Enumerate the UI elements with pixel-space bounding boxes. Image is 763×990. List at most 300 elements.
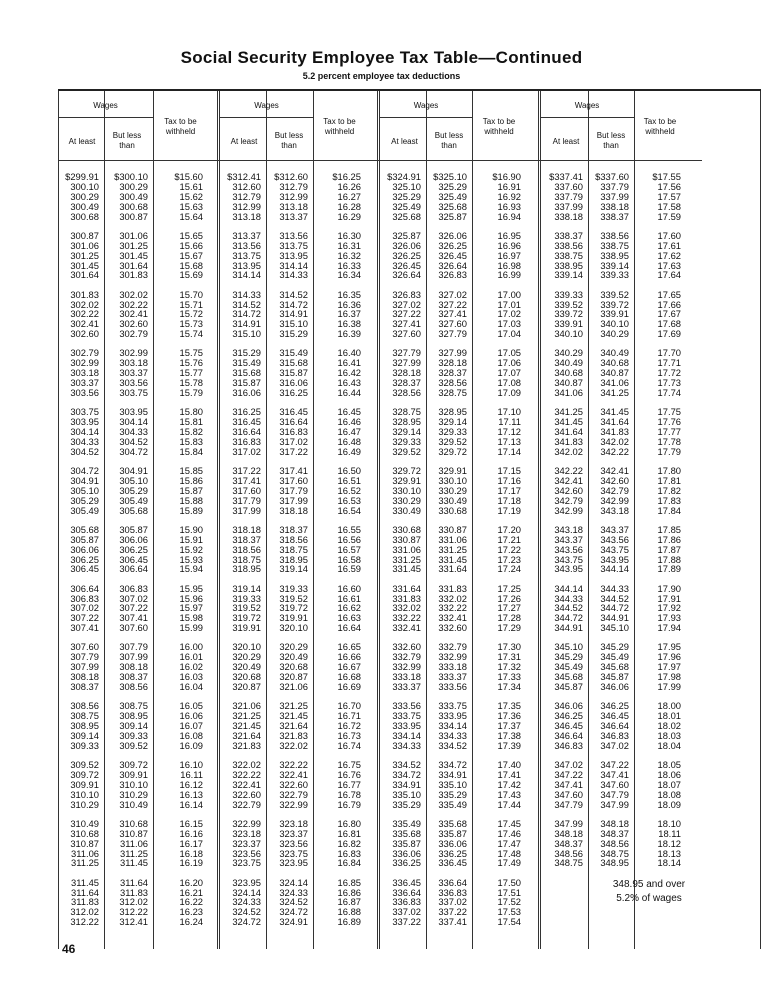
wage-but-less-than: 338.95 xyxy=(600,249,629,261)
tax-withheld: 15.88 xyxy=(179,494,203,506)
tax-withheld: 15.72 xyxy=(179,308,203,320)
wage-at-least: 340.68 xyxy=(554,367,583,379)
wage-at-least: 331.64 xyxy=(392,582,421,594)
wage-but-less-than: 338.18 xyxy=(600,200,629,212)
tax-withheld: 15.73 xyxy=(179,318,203,330)
tax-withheld: 16.22 xyxy=(179,896,203,908)
tax-withheld: 17.28 xyxy=(497,612,521,624)
wage-but-less-than: 342.60 xyxy=(600,474,629,486)
wage-but-less-than: 334.52 xyxy=(438,739,467,751)
tax-withheld: 17.98 xyxy=(657,671,681,683)
tax-withheld: 16.76 xyxy=(337,768,361,780)
tax-withheld: 16.34 xyxy=(337,269,361,281)
wage-at-least: 342.60 xyxy=(554,484,583,496)
tax-withheld: 17.78 xyxy=(657,435,681,447)
wage-but-less-than: 315.68 xyxy=(279,357,308,369)
wage-but-less-than: 344.72 xyxy=(600,602,629,614)
wage-but-less-than: 326.45 xyxy=(438,249,467,261)
wage-but-less-than: 337.79 xyxy=(600,180,629,192)
wages-header: Wages xyxy=(413,101,439,110)
wage-at-least: 319.52 xyxy=(232,602,261,614)
wage-at-least: 313.75 xyxy=(232,249,261,261)
tax-withheld: 17.35 xyxy=(497,700,521,712)
tax-withheld: 17.72 xyxy=(657,367,681,379)
tax-withheld: 16.63 xyxy=(337,612,361,624)
wage-at-least: 306.83 xyxy=(70,592,99,604)
wage-at-least: 307.22 xyxy=(70,612,99,624)
wage-at-least: 322.99 xyxy=(232,817,261,829)
tax-withheld: 16.04 xyxy=(179,681,203,692)
wage-but-less-than: 341.25 xyxy=(600,387,629,398)
tax-withheld: 16.08 xyxy=(179,729,203,741)
tax-withheld: 17.06 xyxy=(497,357,521,369)
wage-but-less-than: 302.02 xyxy=(119,288,148,300)
tax-withheld: 17.26 xyxy=(497,592,521,604)
wage-at-least: 345.10 xyxy=(554,641,583,653)
tax-withheld: 16.66 xyxy=(337,651,361,663)
rate-note: 5.2% of wages xyxy=(616,893,682,904)
tax-withheld: 16.95 xyxy=(497,229,521,241)
wage-at-least: 317.02 xyxy=(232,445,261,457)
wage-at-least: 306.64 xyxy=(70,582,99,594)
tax-withheld: 17.02 xyxy=(497,308,521,320)
wage-at-least: 323.18 xyxy=(232,827,261,839)
wage-at-least: 302.41 xyxy=(70,318,99,330)
wage-but-less-than: 324.33 xyxy=(279,886,308,898)
wage-but-less-than: 344.33 xyxy=(600,582,629,594)
wage-but-less-than: 345.68 xyxy=(600,661,629,673)
wage-at-least: 304.91 xyxy=(70,474,99,486)
wage-at-least: 305.87 xyxy=(70,533,99,545)
wage-but-less-than: 334.14 xyxy=(438,720,467,731)
wage-but-less-than: $300.10 xyxy=(114,171,148,182)
tax-withheld: 17.40 xyxy=(497,759,521,770)
wage-at-least: 333.75 xyxy=(392,710,421,722)
wage-but-less-than: 341.06 xyxy=(600,377,629,389)
wage-but-less-than: 321.64 xyxy=(279,720,308,731)
but-less-than-header: But less than xyxy=(274,131,304,150)
wage-at-least: 346.64 xyxy=(554,729,583,741)
wage-at-least: 327.02 xyxy=(392,298,421,310)
tax-withheld: 16.39 xyxy=(337,328,361,340)
wage-but-less-than: 343.75 xyxy=(600,543,629,555)
wage-but-less-than: 326.25 xyxy=(438,239,467,251)
wage-but-less-than: 348.56 xyxy=(600,837,629,849)
wage-but-less-than: 346.45 xyxy=(600,710,629,722)
tax-withheld: 16.83 xyxy=(337,847,361,859)
tax-withheld: 16.09 xyxy=(179,739,203,751)
wage-at-least: 344.72 xyxy=(554,612,583,624)
wage-at-least: 317.22 xyxy=(232,465,261,476)
wage-at-least: 309.14 xyxy=(70,729,99,741)
tax-withheld: 17.59 xyxy=(657,210,681,222)
wage-but-less-than: 308.37 xyxy=(119,671,148,683)
wage-at-least: 316.83 xyxy=(232,435,261,447)
tax-withheld: 17.53 xyxy=(497,906,521,918)
wage-at-least: 332.99 xyxy=(392,661,421,673)
wage-at-least: 330.68 xyxy=(392,523,421,535)
wage-but-less-than: 302.22 xyxy=(119,298,148,310)
tax-withheld: 17.69 xyxy=(657,328,681,340)
wage-but-less-than: 320.68 xyxy=(279,661,308,673)
wage-but-less-than: 322.41 xyxy=(279,768,308,780)
tax-withheld: 17.79 xyxy=(657,445,681,457)
tax-withheld-header: Tax to be withheld xyxy=(643,117,677,136)
wage-at-least: 303.56 xyxy=(70,387,99,398)
wage-but-less-than: 327.99 xyxy=(438,347,467,359)
wage-but-less-than: 330.49 xyxy=(438,494,467,506)
wage-but-less-than: 318.18 xyxy=(279,504,308,516)
wage-but-less-than: 316.45 xyxy=(279,406,308,418)
tax-withheld: 17.22 xyxy=(497,543,521,555)
wage-at-least: 302.02 xyxy=(70,298,99,310)
wage-but-less-than: 304.72 xyxy=(119,445,148,457)
tax-withheld: 17.41 xyxy=(497,768,521,780)
wage-but-less-than: 304.14 xyxy=(119,416,148,428)
wage-at-least: 312.79 xyxy=(232,190,261,202)
tax-withheld: 16.82 xyxy=(337,837,361,849)
tax-withheld: 17.43 xyxy=(497,788,521,800)
wage-but-less-than: 306.83 xyxy=(119,582,148,594)
tax-withheld: 17.63 xyxy=(657,259,681,271)
wage-but-less-than: 301.25 xyxy=(119,239,148,251)
tax-withheld: 17.58 xyxy=(657,200,681,212)
wage-but-less-than: 301.64 xyxy=(119,259,148,271)
tax-withheld: 17.42 xyxy=(497,778,521,790)
wage-at-least: 326.25 xyxy=(392,249,421,261)
wage-but-less-than: 337.41 xyxy=(438,916,467,928)
wage-but-less-than: 313.56 xyxy=(279,229,308,241)
wage-but-less-than: 331.25 xyxy=(438,543,467,555)
wage-at-least: 332.79 xyxy=(392,651,421,663)
wage-at-least: 300.87 xyxy=(70,229,99,241)
wage-but-less-than: 329.91 xyxy=(438,465,467,476)
wage-at-least: 330.10 xyxy=(392,484,421,496)
wage-at-least: 331.06 xyxy=(392,543,421,555)
wage-but-less-than: 311.25 xyxy=(120,847,148,859)
wage-at-least: 307.99 xyxy=(70,661,99,673)
tax-withheld: 16.45 xyxy=(337,406,361,418)
wage-at-least: 322.22 xyxy=(232,768,261,780)
wage-but-less-than: 334.72 xyxy=(438,759,467,770)
tax-withheld: 17.75 xyxy=(657,406,681,418)
tax-withheld: 17.33 xyxy=(497,671,521,683)
tax-withheld: 17.93 xyxy=(657,612,681,624)
wage-at-least: 322.41 xyxy=(232,778,261,790)
wage-but-less-than: 343.56 xyxy=(600,533,629,545)
wage-but-less-than: 336.25 xyxy=(438,847,467,859)
wage-but-less-than: 325.68 xyxy=(438,200,467,212)
wage-at-least: 307.60 xyxy=(70,641,99,653)
wage-at-least: 310.87 xyxy=(70,837,99,849)
tax-withheld: 16.38 xyxy=(337,318,361,330)
wage-but-less-than: 323.56 xyxy=(279,837,308,849)
tax-withheld: 15.96 xyxy=(179,592,203,604)
wage-but-less-than: 310.29 xyxy=(119,788,148,800)
wage-at-least: 338.56 xyxy=(554,239,583,251)
tax-withheld: 17.94 xyxy=(657,622,681,634)
wage-but-less-than: 303.75 xyxy=(119,387,148,398)
column-rule xyxy=(217,91,220,949)
wage-but-less-than: 304.33 xyxy=(119,426,148,437)
wage-but-less-than: 310.87 xyxy=(119,827,148,839)
wage-at-least: 319.72 xyxy=(232,612,261,624)
tax-withheld: 17.92 xyxy=(657,602,681,614)
tax-withheld: 16.91 xyxy=(497,180,521,192)
tax-withheld: 16.26 xyxy=(337,180,361,192)
wage-at-least: $299.91 xyxy=(65,171,99,182)
tax-withheld: 16.64 xyxy=(337,622,361,634)
wage-at-least: 326.83 xyxy=(392,288,421,300)
tax-withheld: 15.67 xyxy=(179,249,203,261)
tax-withheld: 17.50 xyxy=(497,876,521,888)
wage-at-least: 324.14 xyxy=(232,886,261,898)
tax-withheld: 17.81 xyxy=(657,474,681,486)
tax-withheld: 18.07 xyxy=(657,778,681,790)
wage-at-least: 312.02 xyxy=(70,906,99,918)
wage-at-least: 312.99 xyxy=(232,200,261,212)
wage-but-less-than: 310.68 xyxy=(119,817,148,829)
wage-at-least: 302.79 xyxy=(70,347,99,359)
tax-withheld: 16.78 xyxy=(337,788,361,800)
wage-but-less-than: 327.79 xyxy=(438,328,467,340)
tax-withheld: 17.73 xyxy=(657,377,681,389)
wage-but-less-than: 300.29 xyxy=(119,180,148,192)
wage-but-less-than: 317.99 xyxy=(279,494,308,506)
wage-at-least: 313.37 xyxy=(232,229,261,241)
wage-but-less-than: 345.29 xyxy=(600,641,629,653)
wage-but-less-than: 326.83 xyxy=(438,269,467,281)
wage-at-least: 343.56 xyxy=(554,543,583,555)
wage-at-least: 327.22 xyxy=(392,308,421,320)
wage-but-less-than: 314.91 xyxy=(279,308,308,320)
tax-withheld: 16.73 xyxy=(337,729,361,741)
wage-but-less-than: 300.87 xyxy=(119,210,148,222)
wage-but-less-than: 314.14 xyxy=(279,259,308,271)
wage-but-less-than: 345.49 xyxy=(600,651,629,663)
wage-at-least: 335.29 xyxy=(392,798,421,810)
wage-but-less-than: 325.49 xyxy=(438,190,467,202)
wage-but-less-than: 343.18 xyxy=(600,504,629,516)
wage-at-least: 317.60 xyxy=(232,484,261,496)
wage-but-less-than: 335.87 xyxy=(438,827,467,839)
wage-but-less-than: 328.75 xyxy=(438,387,467,398)
tax-withheld: 16.14 xyxy=(179,798,203,810)
tax-withheld: 17.70 xyxy=(657,347,681,359)
wage-at-least: 327.60 xyxy=(392,328,421,340)
tax-withheld: 17.05 xyxy=(497,347,521,359)
page-title: Social Security Employee Tax Table—Continued xyxy=(180,48,583,67)
wage-but-less-than: 300.49 xyxy=(119,190,148,202)
tax-withheld: 17.10 xyxy=(497,406,521,418)
wage-but-less-than: 327.02 xyxy=(438,288,467,300)
wage-at-least: 348.18 xyxy=(554,827,583,839)
wage-but-less-than: 323.18 xyxy=(279,817,308,829)
wage-at-least: 309.52 xyxy=(70,759,99,770)
wage-but-less-than: 307.60 xyxy=(119,622,148,634)
tax-withheld: 17.99 xyxy=(657,681,681,692)
tax-withheld: 17.15 xyxy=(497,465,521,476)
wage-but-less-than: 340.10 xyxy=(600,318,629,330)
wage-but-less-than: 348.37 xyxy=(600,827,629,839)
wage-but-less-than: 340.29 xyxy=(600,328,629,340)
wage-at-least: 337.79 xyxy=(554,190,583,202)
wage-at-least: 341.45 xyxy=(554,416,583,428)
tax-withheld: 16.86 xyxy=(337,886,361,898)
wage-at-least: 329.72 xyxy=(392,465,421,476)
tax-withheld: 16.12 xyxy=(179,778,203,790)
wage-but-less-than: 309.72 xyxy=(119,759,148,770)
tax-withheld: 18.10 xyxy=(657,817,681,829)
wage-at-least: 316.25 xyxy=(232,406,261,418)
wage-but-less-than: 308.56 xyxy=(119,681,148,692)
wage-but-less-than: 340.87 xyxy=(600,367,629,379)
wage-but-less-than: 332.41 xyxy=(438,612,467,624)
wage-at-least: 310.29 xyxy=(70,798,99,810)
wage-at-least: 334.14 xyxy=(392,729,421,741)
wage-at-least: 333.37 xyxy=(392,681,421,692)
wage-at-least: 308.37 xyxy=(70,681,99,692)
header-rule xyxy=(540,117,634,118)
wage-at-least: 300.49 xyxy=(70,200,99,212)
wage-but-less-than: 337.02 xyxy=(438,896,467,908)
tax-withheld: 16.61 xyxy=(337,592,361,604)
wage-at-least: 309.33 xyxy=(70,739,99,751)
wage-at-least: 308.75 xyxy=(70,710,99,722)
wage-but-less-than: 319.91 xyxy=(279,612,308,624)
tax-withheld: 17.34 xyxy=(497,681,521,692)
wage-at-least: 309.72 xyxy=(70,768,99,780)
tax-withheld: 17.61 xyxy=(657,239,681,251)
wage-at-least: 315.49 xyxy=(232,357,261,369)
wage-at-least: 340.10 xyxy=(554,328,583,340)
tax-withheld: 17.80 xyxy=(657,465,681,476)
wage-at-least: 331.25 xyxy=(392,553,421,565)
wage-but-less-than: 333.37 xyxy=(438,671,467,683)
at-least-header: At least xyxy=(230,137,258,146)
tax-withheld: 16.58 xyxy=(337,553,361,565)
wage-at-least: 335.87 xyxy=(392,837,421,849)
tax-withheld: 15.99 xyxy=(179,622,203,634)
wage-but-less-than: 313.37 xyxy=(279,210,308,222)
at-least-header: At least xyxy=(391,137,418,146)
but-less-than-header: But less than xyxy=(434,131,464,150)
tax-withheld: 16.87 xyxy=(337,896,361,908)
wage-at-least: 338.75 xyxy=(554,249,583,261)
wage-but-less-than: 314.72 xyxy=(279,298,308,310)
wage-but-less-than: 336.06 xyxy=(438,837,467,849)
tax-withheld: 15.84 xyxy=(179,445,203,457)
wage-at-least: 320.29 xyxy=(232,651,261,663)
tax-withheld: 16.27 xyxy=(337,190,361,202)
wage-at-least: 341.06 xyxy=(554,387,583,398)
wage-at-least: 315.87 xyxy=(232,377,261,389)
tax-withheld: 17.95 xyxy=(657,641,681,653)
wage-but-less-than: 342.02 xyxy=(600,435,629,447)
wage-but-less-than: 346.64 xyxy=(600,720,629,731)
wage-but-less-than: 336.45 xyxy=(438,857,467,869)
tax-withheld: 17.46 xyxy=(497,827,521,839)
wage-at-least: 311.83 xyxy=(71,896,99,908)
wage-at-least: 313.56 xyxy=(232,239,261,251)
wage-at-least: 348.56 xyxy=(554,847,583,859)
wage-at-least: 339.72 xyxy=(554,308,583,320)
wage-at-least: 333.18 xyxy=(392,671,421,683)
wage-at-least: 347.99 xyxy=(554,817,583,829)
wage-but-less-than: 322.60 xyxy=(279,778,308,790)
wage-at-least: 331.83 xyxy=(392,592,421,604)
wage-at-least: 316.06 xyxy=(232,387,261,398)
tax-withheld: 16.92 xyxy=(497,190,521,202)
tax-withheld: 15.94 xyxy=(179,563,203,575)
wage-but-less-than: 317.02 xyxy=(279,435,308,447)
wage-but-less-than: 324.52 xyxy=(279,896,308,908)
wage-but-less-than: 306.25 xyxy=(119,543,148,555)
wage-but-less-than: 325.87 xyxy=(438,210,467,222)
tax-withheld: 17.45 xyxy=(497,817,521,829)
tax-withheld: 16.13 xyxy=(179,788,203,800)
tax-withheld: 17.32 xyxy=(497,661,521,673)
wage-at-least: 347.79 xyxy=(554,798,583,810)
wage-at-least: 335.49 xyxy=(392,817,421,829)
tax-withheld: 17.87 xyxy=(657,543,681,555)
tax-withheld: 17.91 xyxy=(657,592,681,604)
wage-at-least: 314.52 xyxy=(232,298,261,310)
wage-but-less-than: 344.14 xyxy=(600,563,629,575)
wage-at-least: 337.99 xyxy=(554,200,583,212)
wage-at-least: 309.91 xyxy=(70,778,99,790)
tax-withheld: 17.20 xyxy=(497,523,521,535)
tax-withheld: 15.69 xyxy=(179,269,203,281)
tax-withheld: 15.61 xyxy=(179,180,203,192)
wage-but-less-than: 305.29 xyxy=(119,484,148,496)
tax-withheld: 15.68 xyxy=(179,259,203,271)
wage-but-less-than: 333.56 xyxy=(438,681,467,692)
wage-at-least: 320.87 xyxy=(232,681,261,692)
tax-withheld: 16.29 xyxy=(337,210,361,222)
wage-but-less-than: 305.49 xyxy=(119,494,148,506)
wage-at-least: 339.91 xyxy=(554,318,583,330)
wage-but-less-than: 329.52 xyxy=(438,435,467,447)
wage-but-less-than: 326.06 xyxy=(438,229,467,241)
tax-withheld: 17.08 xyxy=(497,377,521,389)
tax-withheld: 15.80 xyxy=(179,406,203,418)
tax-withheld: 17.57 xyxy=(657,190,681,202)
tax-withheld: 17.39 xyxy=(497,739,521,751)
wage-at-least: 342.02 xyxy=(554,445,583,457)
tax-withheld: 18.01 xyxy=(657,710,681,722)
tax-withheld: 17.90 xyxy=(657,582,681,594)
tax-withheld: 15.70 xyxy=(179,288,203,300)
wage-but-less-than: 311.45 xyxy=(120,857,148,869)
tax-withheld: 17.62 xyxy=(657,249,681,261)
wage-but-less-than: 345.87 xyxy=(600,671,629,683)
wage-at-least: 341.64 xyxy=(554,426,583,437)
tax-withheld: 16.02 xyxy=(179,661,203,673)
wage-at-least: 304.33 xyxy=(70,435,99,447)
wage-at-least: 305.29 xyxy=(70,494,99,506)
tax-withheld: 15.92 xyxy=(179,543,203,555)
tax-withheld: 15.87 xyxy=(179,484,203,496)
wage-at-least: 325.68 xyxy=(392,210,421,222)
wage-at-least: 307.41 xyxy=(70,622,99,634)
wage-but-less-than: 307.79 xyxy=(119,641,148,653)
wage-but-less-than: 302.99 xyxy=(119,347,148,359)
tax-withheld: 15.76 xyxy=(179,357,203,369)
wage-at-least: 331.45 xyxy=(392,563,421,575)
wage-at-least: 335.10 xyxy=(392,788,421,800)
wage-at-least: 318.37 xyxy=(232,533,261,545)
